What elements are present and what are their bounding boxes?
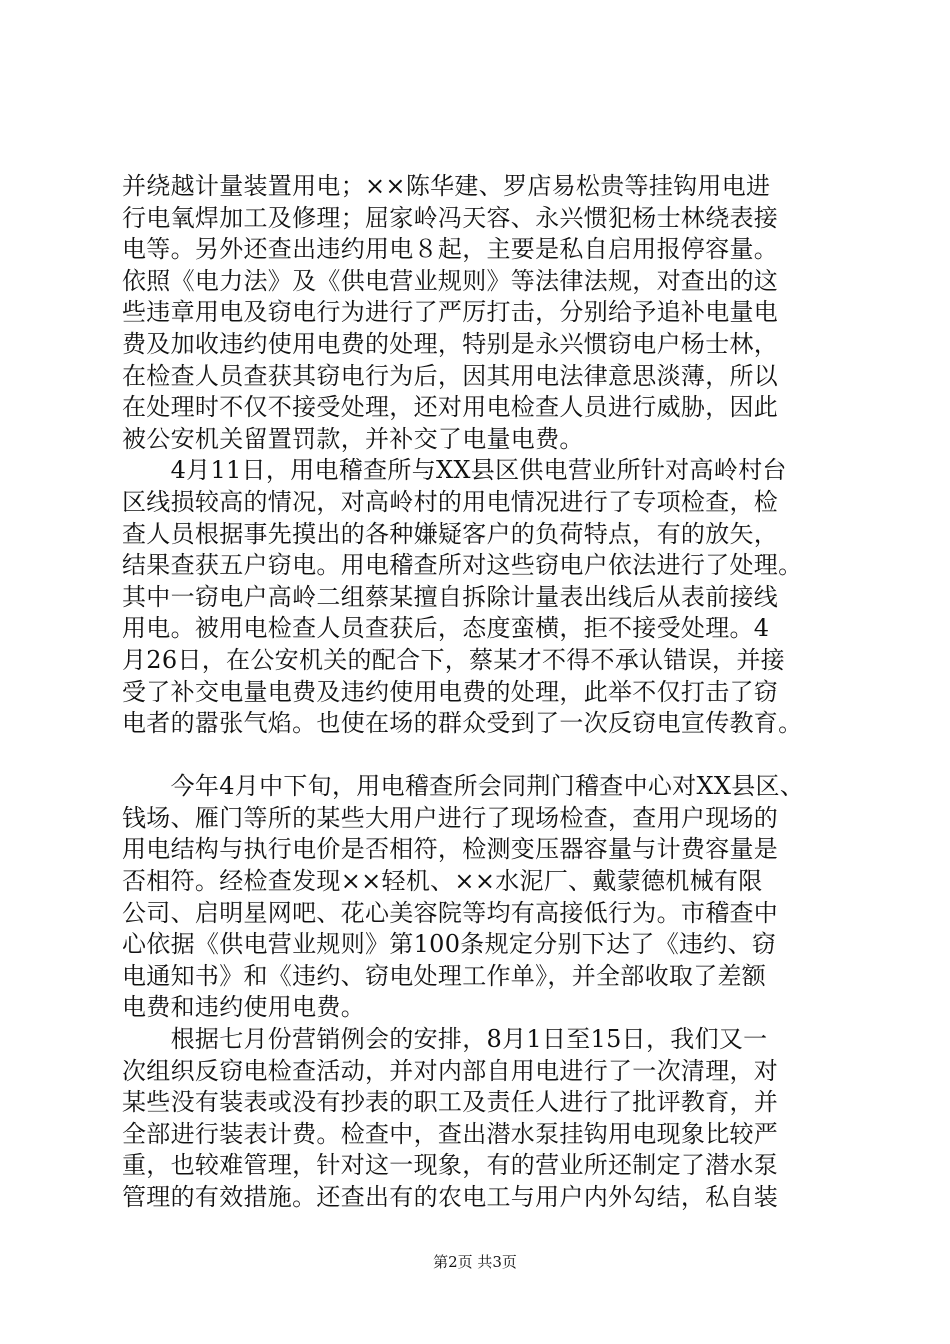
text-line: 全部进行装表计费。检查中，查出潜水泵挂钩用电现象比较严 xyxy=(122,1119,779,1148)
text-line: 在处理时不仅不接受处理，还对用电检查人员进行威胁，因此 xyxy=(122,393,779,422)
text-line: 重，也较难管理，针对这一现象，有的营业所还制定了潜水泵 xyxy=(122,1151,779,1180)
text-line: 用电。被用电检查人员查获后，态度蛮横，拒不接受处理。4 xyxy=(122,614,770,643)
text-line: 电费和违约使用电费。 xyxy=(122,993,365,1022)
text-line: 次组织反窃电检查活动，并对内部自用电进行了一次清理，对 xyxy=(122,1056,779,1085)
text-line: 依照《电力法》及《供电营业规则》等法律法规，对查出的这 xyxy=(122,266,779,295)
text-line: 钱场、雁门等所的某些大用户进行了现场检查，查用户现场的 xyxy=(122,803,779,832)
text-line: 电等。另外还查出违约用电８起，主要是私自启用报停容量。 xyxy=(122,235,779,264)
text-line: 电通知书》和《违约、窃电处理工作单》，并全部收取了差额 xyxy=(122,961,767,990)
text-line: 被公安机关留置罚款，并补交了电量电费。 xyxy=(122,424,584,453)
text-line: 区线损较高的情况，对高岭村的用电情况进行了专项检查，检 xyxy=(122,487,779,516)
text-line: 月26日，在公安机关的配合下，蔡某才不得不承认错误，并接 xyxy=(122,645,785,674)
blank-line xyxy=(122,740,834,772)
text-line: 公司、启明星网吧、花心美容院等均有高接低行为。市稽查中 xyxy=(122,898,779,927)
text-line: 心依据《供电营业规则》第100条规定分别下达了《违约、窃 xyxy=(122,930,777,959)
text-line: 受了补交电量电费及违约使用电费的处理，此举不仅打击了窃 xyxy=(122,677,779,706)
text-line: 些违章用电及窃电行为进行了严厉打击，分别给予追补电量电 xyxy=(122,298,779,327)
text-line: 行电氧焊加工及修理；屈家岭冯天容、永兴惯犯杨士林绕表接 xyxy=(122,203,779,232)
text-line: 在检查人员查获其窃电行为后，因其用电法律意思淡薄，所以 xyxy=(122,361,779,390)
text-line: 今年4月中下旬，用电稽查所会同荆门稽查中心对XX县区、 xyxy=(122,772,805,801)
text-line: 结果查获五户窃电。用电稽查所对这些窃电户依法进行了处理。 xyxy=(122,551,803,580)
text-line: 管理的有效措施。还查出有的农电工与用户内外勾结，私自装 xyxy=(122,1183,779,1211)
text-line: 查人员根据事先摸出的各种嫌疑客户的负荷特点，有的放矢， xyxy=(122,519,779,548)
document-body xyxy=(122,171,834,1214)
text-line: 电者的嚣张气焰。也使在场的群众受到了一次反窃电宣传教育。 xyxy=(122,709,803,738)
text-line: 用电结构与执行电价是否相符，检测变压器容量与计费容量是 xyxy=(122,835,779,864)
text-line: 并绕越计量装置用电；××陈华建、罗店易松贵等挂钩用电进 xyxy=(122,172,771,200)
page-footer: 第2页 共3页 xyxy=(433,1253,517,1271)
text-line: 其中一窃电户高岭二组蔡某擅自拆除计量表出线后从表前接线 xyxy=(122,582,779,611)
text-line: 否相符。经检查发现××轻机、××水泥厂、戴蒙德机械有限 xyxy=(122,867,763,896)
text-line: 4月11日，用电稽查所与XX县区供电营业所针对高岭村台 xyxy=(122,456,787,485)
text-line: 费及加收违约使用电费的处理，特别是永兴惯窃电户杨士林， xyxy=(122,329,779,358)
text-line: 根据七月份营销例会的安排，8月1日至15日，我们又一 xyxy=(122,1025,768,1054)
text-line: 某些没有装表或没有抄表的职工及责任人进行了批评教育，并 xyxy=(122,1088,779,1117)
